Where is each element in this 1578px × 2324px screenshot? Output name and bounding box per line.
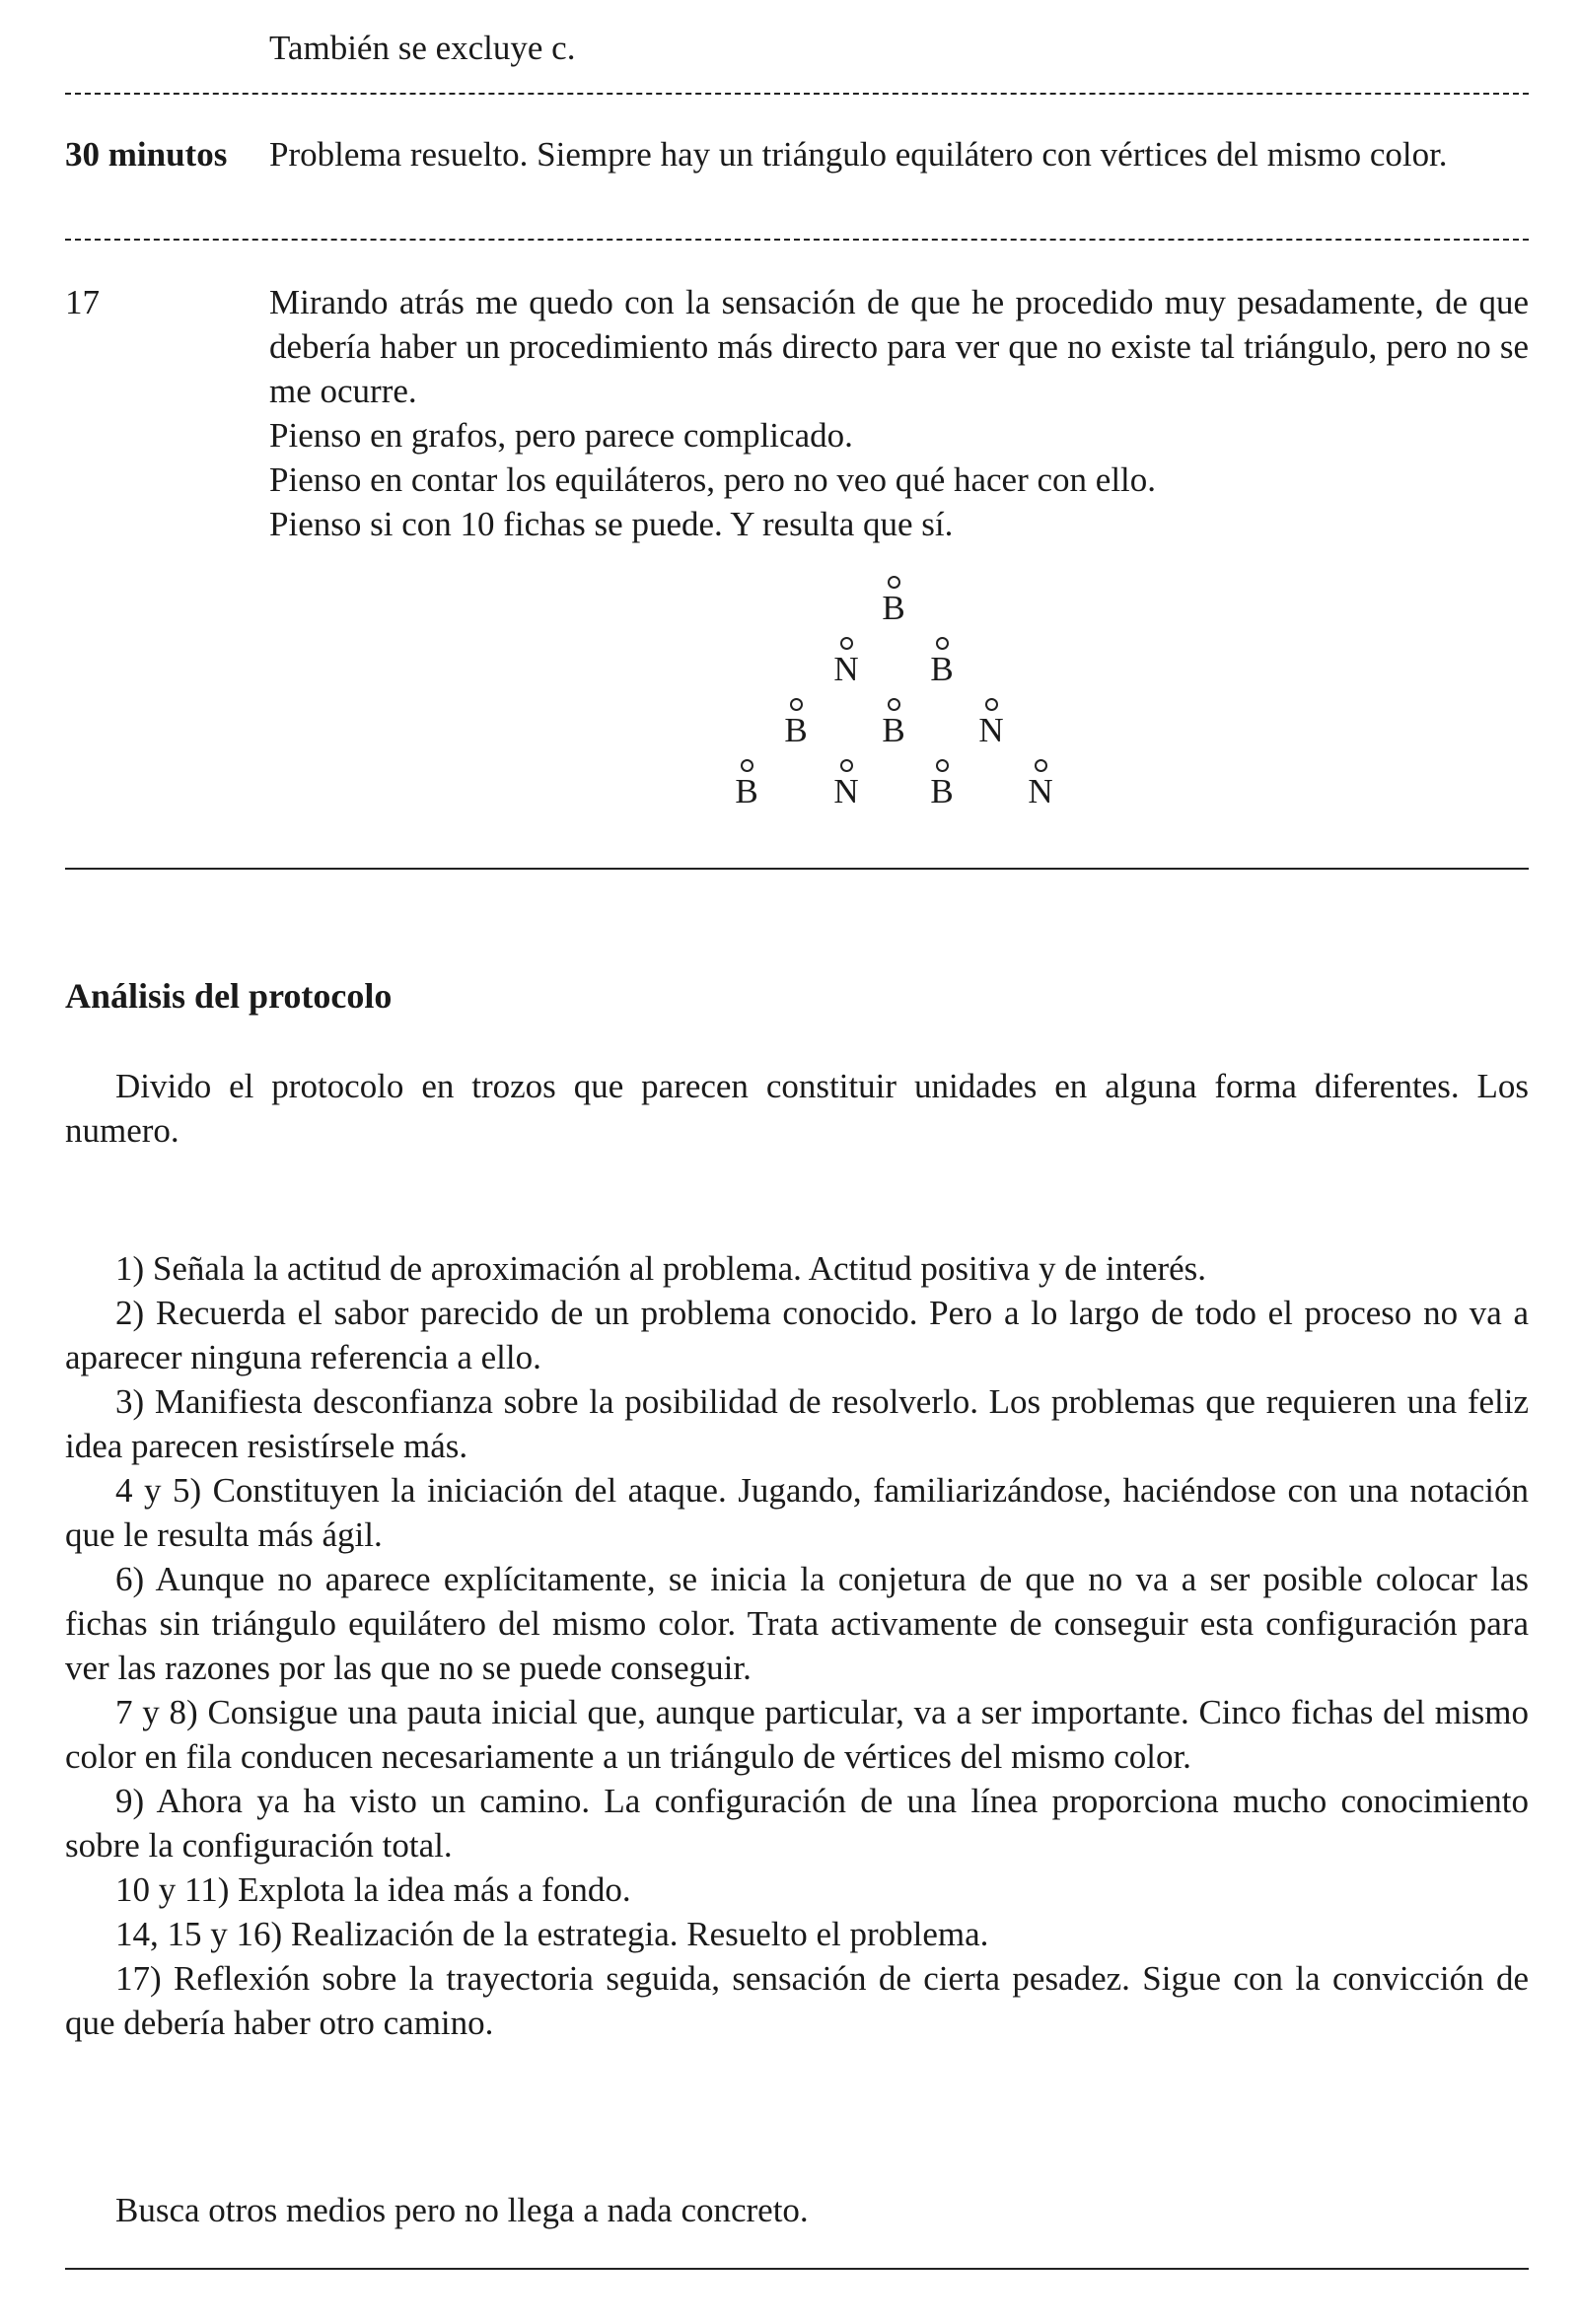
section-title: Análisis del protocolo xyxy=(65,976,393,1016)
closing-paragraph: Busca otros medios pero no llega a nada concreto. xyxy=(115,2191,809,2229)
token xyxy=(776,712,816,749)
token xyxy=(874,590,913,627)
token-letter: B xyxy=(930,650,954,688)
list-item: 4 y 5) Constituyen la iniciación del ataque. Jugando, familiarizándose, haciéndose con una notación que le resulta más ágil. xyxy=(65,1471,1529,1554)
ring-icon xyxy=(840,759,853,772)
entry-body xyxy=(269,280,1529,546)
token-letter: B xyxy=(882,589,905,627)
list-item: 9) Ahora ya ha visto un camino. La configuración de una línea proporciona mucho conocimiento sobre la configuración total. xyxy=(65,1782,1529,1865)
token xyxy=(922,773,962,810)
ring-icon xyxy=(985,698,998,711)
token-letter: B xyxy=(735,772,758,810)
entry-line: Mirando atrás me quedo con la sensación de que he procedido muy pesadamente, de que debería haber un procedimiento más directo para ver que no existe tal triángulo, pero no se me ocurre. xyxy=(269,283,1529,410)
list-item: 10 y 11) Explota la idea más a fondo. xyxy=(115,1870,631,1909)
ring-icon xyxy=(840,637,853,650)
token xyxy=(826,773,866,810)
list-item: 17) Reflexión sobre la trayectoria seguida, sensación de cierta pesadez. Sigue con la convicción de que debería haber otro camino. xyxy=(65,1959,1529,2042)
ring-icon xyxy=(936,637,949,650)
token-letter: N xyxy=(978,711,1004,749)
entry-line: Pienso si con 10 fichas se puede. Y resulta que sí. xyxy=(269,505,954,543)
entry-label: 30 minutos xyxy=(65,135,228,174)
list-item: 1) Señala la actitud de aproximación al problema. Actitud positiva y de interés. xyxy=(115,1249,1207,1288)
token-letter: N xyxy=(833,650,859,688)
token xyxy=(971,712,1011,749)
analysis-list xyxy=(65,1246,1529,2045)
intro-paragraph: Divido el protocolo en trozos que parecen constituir unidades en alguna forma diferentes. Los numero. xyxy=(65,1067,1529,1150)
token xyxy=(826,651,866,688)
ring-icon xyxy=(888,576,900,589)
token-letter: B xyxy=(930,772,954,810)
ring-icon xyxy=(741,759,753,772)
token-letter: N xyxy=(1028,772,1053,810)
token xyxy=(874,712,913,749)
list-item: 14, 15 y 16) Realización de la estrategia. Resuelto el problema. xyxy=(115,1915,989,1953)
entry-line: Pienso en contar los equiláteros, pero no veo qué hacer con ello. xyxy=(269,460,1157,499)
token xyxy=(1021,773,1060,810)
entry-body xyxy=(269,132,1529,176)
header-line: También se excluye c. xyxy=(269,29,576,67)
document-page xyxy=(65,0,1529,2324)
solid-divider xyxy=(65,868,1529,870)
list-item: 2) Recuerda el sabor parecido de un problema conocido. Pero a lo largo de todo el proceso no va a aparecer ninguna referencia a ello. xyxy=(65,1294,1529,1376)
solid-divider xyxy=(65,2268,1529,2270)
ring-icon xyxy=(888,698,900,711)
ring-icon xyxy=(790,698,803,711)
entry-label: 17 xyxy=(65,283,100,321)
list-item: 3) Manifiesta desconfianza sobre la posibilidad de resolverlo. Los problemas que requieren una feliz idea parecen resistírsele más. xyxy=(65,1382,1529,1465)
token xyxy=(727,773,766,810)
entry-line: Problema resuelto. Siempre hay un triángulo equilátero con vértices del mismo color. xyxy=(269,135,1448,174)
entry-line: Pienso en grafos, pero parece complicado. xyxy=(269,416,853,455)
token-letter: N xyxy=(833,772,859,810)
list-item: 6) Aunque no aparece explícitamente, se inicia la conjetura de que no va a ser posible colocar las fichas sin triángulo equilátero del mismo color. Trata activamente de conseguir esta configuración para ver las razones por las que no se puede conseguir. xyxy=(65,1560,1529,1687)
token-letter: B xyxy=(784,711,808,749)
token-letter: B xyxy=(882,711,905,749)
dashed-divider xyxy=(65,239,1529,241)
ring-icon xyxy=(1035,759,1047,772)
ring-icon xyxy=(936,759,949,772)
list-item: 7 y 8) Consigue una pauta inicial que, aunque particular, va a ser importante. Cinco fichas del mismo color en fila conducen necesariamente a un triángulo de vértices del mismo color. xyxy=(65,1693,1529,1776)
dashed-divider xyxy=(65,93,1529,95)
token xyxy=(922,651,962,688)
